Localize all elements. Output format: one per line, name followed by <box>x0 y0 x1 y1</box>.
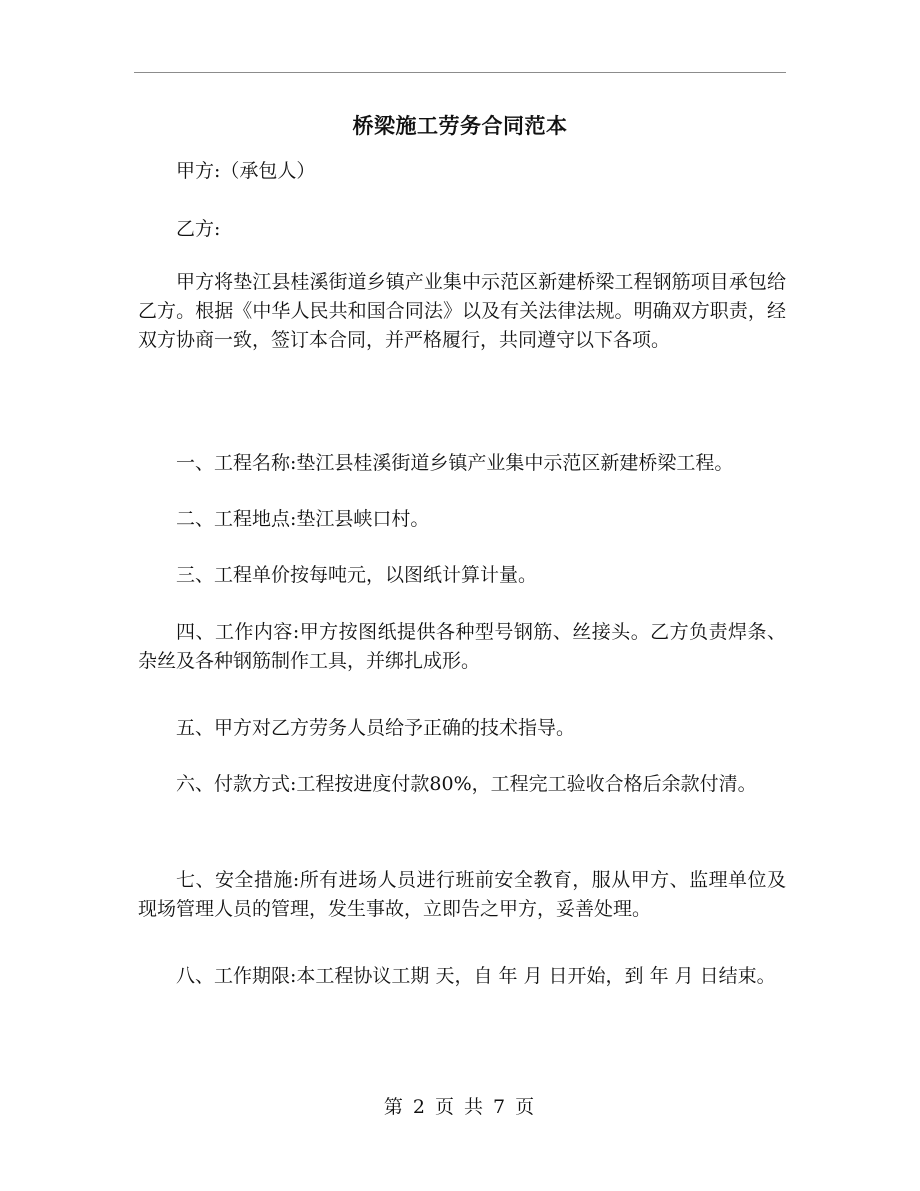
clause-7-safety: 七、安全措施:所有进场人员进行班前安全教育，服从甲方、监理单位及现场管理人员的管理，发生事故，立即告之甲方，妥善处理。 <box>138 869 786 920</box>
preamble-paragraph: 甲方将垫江县桂溪街道乡镇产业集中示范区新建桥梁工程钢筋项目承包给乙方。根据《中华人民共和国合同法》以及有关法律法规。明确双方职责，经双方协商一致，签订本合同，并严格履行，共同遵守以下各项。 <box>138 271 786 351</box>
clause-5-technical-guidance: 五、甲方对乙方劳务人员给予正确的技术指导。 <box>176 717 576 739</box>
page-number: 第 2 页 共 7 页 <box>383 1096 537 1118</box>
party-b-line: 乙方: <box>176 218 221 240</box>
clause-2-project-location: 二、工程地点:垫江县峡口村。 <box>176 508 430 530</box>
clause-4-work-content: 四、工作内容:甲方按图纸提供各种型号钢筋、丝接头。乙方负责焊条、杂丝及各种钢筋制作工具，并绑扎成形。 <box>138 621 786 672</box>
header-rule <box>134 72 786 73</box>
document-title: 桥梁施工劳务合同范本 <box>352 113 568 138</box>
clause-6-payment: 六、付款方式:工程按进度付款80%，工程完工验收合格后余款付清。 <box>176 773 757 795</box>
clause-1-project-name: 一、工程名称:垫江县桂溪街道乡镇产业集中示范区新建桥梁工程。 <box>176 452 734 474</box>
clause-8-work-period: 八、工作期限:本工程协议工期 天，自 年 月 日开始，到 年 月 日结束。 <box>176 965 776 987</box>
clause-3-unit-price: 三、工程单价按每吨元，以图纸计算计量。 <box>176 564 538 586</box>
party-a-line: 甲方:（承包人） <box>176 160 316 182</box>
